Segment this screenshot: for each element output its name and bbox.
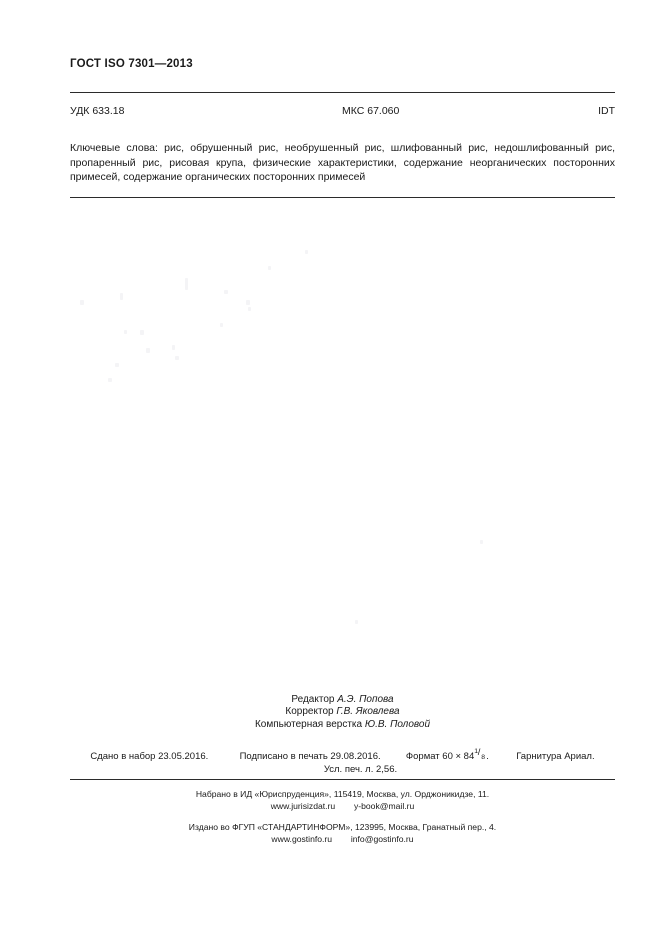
production-format-period: . [486, 751, 489, 762]
editorial-credits [70, 694, 615, 731]
credit-corrector-name: Г.В. Яковлева [336, 706, 400, 718]
scan-speckle [220, 323, 223, 327]
scan-speckle [246, 300, 250, 305]
typesetter-contacts [70, 801, 615, 813]
divider-middle [70, 197, 615, 198]
scan-speckle [248, 307, 251, 311]
credit-layout-name: Ю.В. Половой [364, 718, 431, 730]
idt-label: IDT [598, 105, 615, 117]
publisher-imprint [70, 822, 615, 845]
credit-corrector-role: Корректор [285, 706, 334, 718]
format-fraction-numerator: 1 [474, 748, 479, 755]
format-fraction-slash: / [477, 747, 481, 758]
divider-bottom [70, 779, 615, 780]
scan-speckle [108, 378, 112, 382]
keywords-paragraph: Ключевые слова: рис, обрушенный рис, необрушенный рис, шлифованный рис, недошлифованный рис, пропаренный рис, рисовая крупа, физические характеристики, содержание неорганических посторонних примесей, содержание органических посторонних примесей [70, 142, 615, 183]
production-submitted: Сдано в набор 23.05.2016. [90, 751, 209, 762]
publisher-address: Издано во ФГУП «СТАНДАРТИНФОРМ», 123995, Москва, Гранатный пер., 4. [188, 822, 497, 832]
credit-corrector [70, 706, 615, 718]
scan-speckle [175, 356, 179, 360]
classification-row [70, 105, 615, 119]
scan-speckle [124, 330, 127, 334]
production-format-label: Формат 60 × 84 [405, 751, 475, 762]
typesetter-email[interactable]: y-book@mail.ru [353, 800, 415, 811]
format-fraction [474, 749, 486, 759]
publisher-contacts [70, 834, 615, 846]
scan-speckle [146, 348, 150, 353]
credit-editor [70, 694, 615, 706]
credit-layout-role: Компьютерная верстка [254, 718, 363, 730]
scan-speckle [115, 363, 119, 367]
production-details [70, 749, 615, 776]
publisher-email[interactable]: info@gostinfo.ru [350, 833, 414, 844]
divider-top [70, 92, 615, 93]
credit-editor-name: А.Э. Попова [337, 694, 394, 705]
production-row-primary [70, 749, 615, 763]
scan-speckle [268, 266, 271, 270]
typesetter-imprint [70, 789, 615, 812]
scan-speckle [172, 345, 175, 350]
production-row-secondary [106, 763, 615, 776]
scan-speckle [80, 300, 84, 305]
credit-layout [70, 719, 615, 731]
typesetter-address: Набрано в ИД «Юриспруденция», 115419, Москва, ул. Орджоникидзе, 11. [195, 789, 490, 799]
udk-code: УДК 633.18 [70, 105, 125, 117]
production-format [406, 749, 489, 763]
typesetter-website[interactable]: www.jurisizdat.ru [270, 800, 336, 811]
scan-speckle [224, 290, 228, 294]
credit-editor-role: Редактор [291, 694, 335, 705]
scan-speckle [120, 293, 123, 300]
scan-speckle [140, 330, 144, 335]
scan-speckle [185, 278, 188, 290]
publisher-website[interactable]: www.gostinfo.ru [271, 833, 333, 844]
document-title: ГОСТ ISO 7301—2013 [70, 58, 193, 70]
scan-speckle [355, 620, 358, 624]
production-signed: Подписано в печать 29.08.2016. [239, 751, 381, 762]
format-fraction-denominator: 8 [481, 754, 486, 761]
mks-code: МКС 67.060 [342, 105, 400, 117]
production-typeface: Гарнитура Ариал. [516, 751, 595, 762]
scan-speckle [305, 250, 308, 254]
scan-speckle [480, 540, 483, 544]
production-sheets: Усл. печ. л. 2,56. [323, 764, 398, 775]
